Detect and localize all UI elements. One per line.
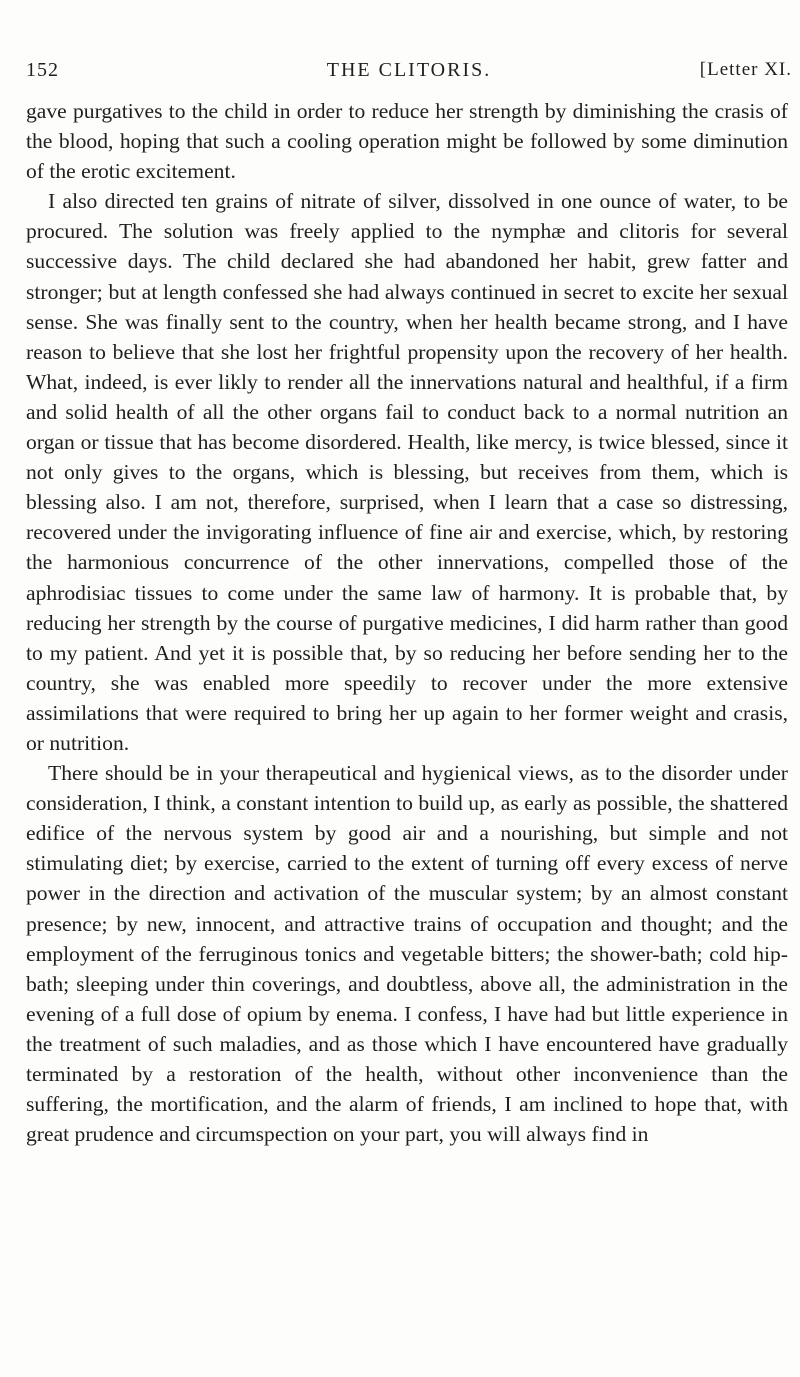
paragraph-continued: gave purgatives to the child in order to reduce her strength by diminishing the crasis of the blood, hoping that such a cooling operation might be followed by some diminution of the erotic excitement.	[26, 99, 788, 184]
chapter-reference: [Letter XI.	[699, 59, 792, 80]
page-number: 152	[26, 59, 59, 81]
running-title: THE CLITORIS.	[326, 59, 492, 81]
body-text	[26, 96, 788, 1149]
paragraph: I also directed ten grains of nitrate of silver, dissolved in one ounce of water, to be procured. The solution was freely applied to the nymphæ and clitoris for several successive days. The child declared she had abandoned her habit, grew fatter and stronger; but at length confessed she had always continued in secret to excite her sexual sense. She was finally sent to the country, when her health became strong, and I have reason to believe that she lost her frightful propensity upon the recovery of her health. What, indeed, is ever likly to render all the innervations natural and healthful, if a firm and solid health of all the other organs fail to conduct back to a normal nutrition an organ or tissue that has become disordered. Health, like mercy, is twice blessed, since it not only gives to the organs, which is blessing, but receives from them, which is blessing also. I am not, therefore, surprised, when I learn that a case so distressing, recovered under the invigorating influence of fine air and exercise, which, by restoring the harmonious concurrence of the other innervations, compelled those of the aphrodisiac tissues to come under the same law of harmony. It is probable that, by reducing her strength by the course of purgative medicines, I did harm rather than good to my patient. And yet it is possible that, by so reducing her before sending her to the country, she was enabled more speedily to recover under the more extensive assimilations that were required to bring her up again to her former weight and crasis, or nutrition.	[26, 189, 788, 755]
running-head	[26, 58, 792, 82]
paragraph: There should be in your therapeutical and hygienical views, as to the disorder under consideration, I think, a constant intention to build up, as early as possible, the shattered edifice of the nervous system by good air and a nourishing, but simple and not stimulating diet; by exercise, carried to the extent of turning off every excess of nerve power in the direction and activation of the muscular system; by an almost constant presence; by new, innocent, and attractive trains of occupation and thought; and the employment of the ferruginous tonics and vegetable bitters; the shower-bath; cold hip-bath; sleeping under thin coverings, and doubtless, above all, the administration in the evening of a full dose of opium by enema. I confess, I have had but little experience in the treatment of such maladies, and as those which I have encountered have gradually terminated by a restoration of the health, without other inconvenience than the suffering, the mortification, and the alarm of friends, I am inclined to hope that, with great prudence and circumspection on your part, you will always find in	[26, 761, 788, 1147]
